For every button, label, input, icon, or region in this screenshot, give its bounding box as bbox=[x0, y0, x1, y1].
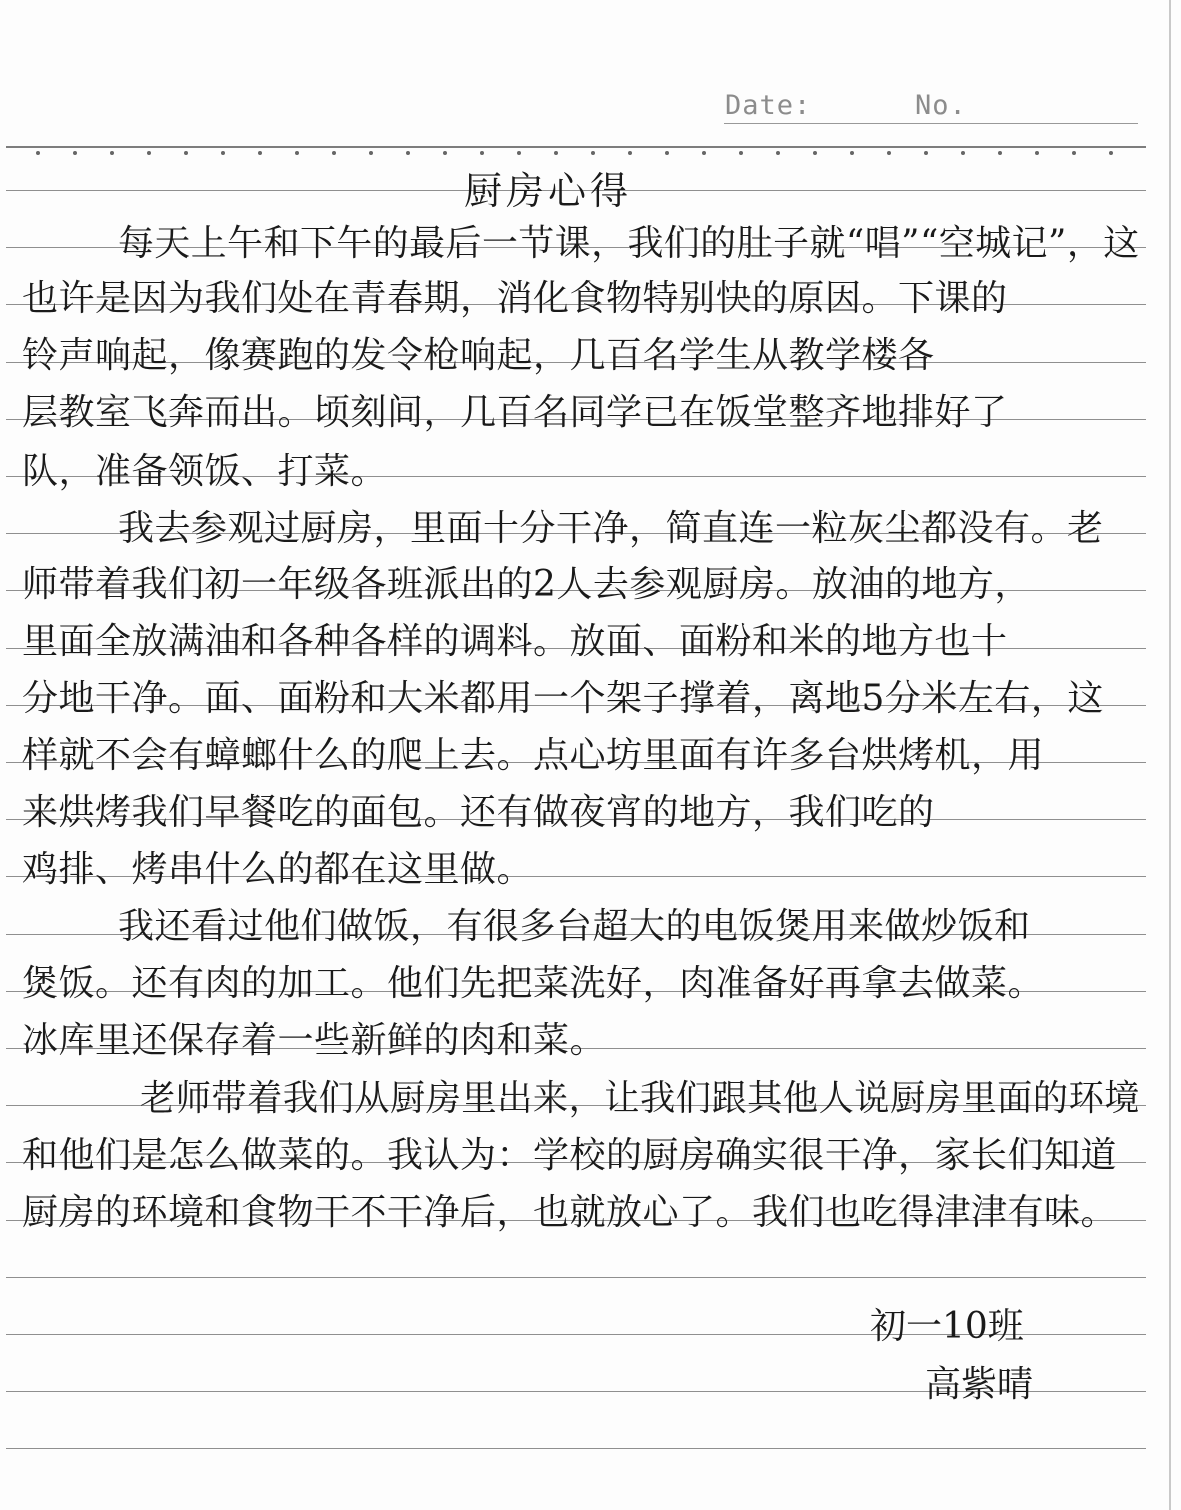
date-label: Date: bbox=[725, 90, 812, 121]
text-line: 冰库里还保存着一些新鲜的肉和菜。 bbox=[22, 1020, 607, 1061]
margin-dot bbox=[295, 151, 299, 155]
margin-dot bbox=[147, 151, 151, 155]
margin-dot bbox=[221, 151, 225, 155]
margin-dot bbox=[406, 151, 410, 155]
text-line: 老师带着我们从厨房里出来，让我们跟其他人说厨房里面的环境 bbox=[140, 1078, 1141, 1119]
text-line: 铃声响起，像赛跑的发令枪响起，几百名学生从教学楼各 bbox=[22, 335, 935, 376]
ruled-line bbox=[6, 1448, 1146, 1449]
margin-dot bbox=[369, 151, 373, 155]
margin-dot bbox=[702, 151, 706, 155]
margin-dot bbox=[1072, 151, 1076, 155]
text-line: 每天上午和下午的最后一节课，我们的肚子就“唱”“空城记”，这 bbox=[118, 223, 1140, 264]
text-line: 鸡排、烤串什么的都在这里做。 bbox=[22, 849, 534, 890]
margin-dot bbox=[332, 151, 336, 155]
margin-dot bbox=[110, 151, 114, 155]
margin-dot bbox=[591, 151, 595, 155]
signature-name: 高紫晴 bbox=[925, 1364, 1034, 1405]
margin-dot bbox=[480, 151, 484, 155]
page-edge bbox=[1169, 0, 1171, 1510]
margin-dot bbox=[998, 151, 1002, 155]
header-rule bbox=[724, 123, 1138, 124]
top-rule bbox=[6, 146, 1146, 148]
margin-dot bbox=[850, 151, 854, 155]
text-line: 厨房的环境和食物干不干净后，也就放心了。我们也吃得津津有味。 bbox=[22, 1192, 1118, 1233]
margin-dot bbox=[776, 151, 780, 155]
text-line: 分地干净。面、面粉和大米都用一个架子撑着，离地5分米左右，这 bbox=[22, 678, 1104, 719]
text-line: 里面全放满油和各种各样的调料。放面、面粉和米的地方也十 bbox=[22, 621, 1008, 662]
margin-dot bbox=[961, 151, 965, 155]
margin-dot bbox=[73, 151, 77, 155]
margin-dot bbox=[517, 151, 521, 155]
margin-dot bbox=[1035, 151, 1039, 155]
text-line: 师带着我们初一年级各班派出的2人去参观厨房。放油的地方， bbox=[22, 564, 1031, 605]
text-line: 队，准备领饭、打菜。 bbox=[22, 451, 388, 492]
text-line: 也许是因为我们处在青春期，消化食物特别快的原因。下课的 bbox=[22, 278, 1008, 319]
margin-dot bbox=[554, 151, 558, 155]
ruled-line bbox=[6, 1277, 1146, 1278]
text-line: 我还看过他们做饭，有很多台超大的电饭煲用来做炒饭和 bbox=[118, 906, 1031, 947]
margin-dot bbox=[443, 151, 447, 155]
text-line: 煲饭。还有肉的加工。他们先把菜洗好，肉准备好再拿去做菜。 bbox=[22, 963, 1045, 1004]
number-label: No. bbox=[915, 90, 967, 121]
signature-class: 初一10班 bbox=[870, 1306, 1024, 1347]
margin-dot bbox=[924, 151, 928, 155]
margin-dot bbox=[665, 151, 669, 155]
text-line: 样就不会有蟑螂什么的爬上去。点心坊里面有许多台烘烤机，用 bbox=[22, 735, 1045, 776]
margin-dot bbox=[887, 151, 891, 155]
text-line: 和他们是怎么做菜的。我认为：学校的厨房确实很干净，家长们知道 bbox=[22, 1135, 1118, 1176]
margin-dot bbox=[1109, 151, 1113, 155]
margin-dot bbox=[36, 151, 40, 155]
text-line: 来烘烤我们早餐吃的面包。还有做夜宵的地方，我们吃的 bbox=[22, 792, 935, 833]
text-line: 层教室飞奔而出。顷刻间，几百名同学已在饭堂整齐地排好了 bbox=[22, 392, 1008, 433]
margin-dot bbox=[628, 151, 632, 155]
margin-dot bbox=[258, 151, 262, 155]
margin-dot bbox=[739, 151, 743, 155]
margin-dot bbox=[184, 151, 188, 155]
margin-dot bbox=[813, 151, 817, 155]
dot-row bbox=[36, 151, 1136, 157]
document-title: 厨房心得 bbox=[464, 169, 633, 213]
text-line: 我去参观过厨房，里面十分干净，简直连一粒灰尘都没有。老 bbox=[118, 508, 1104, 549]
